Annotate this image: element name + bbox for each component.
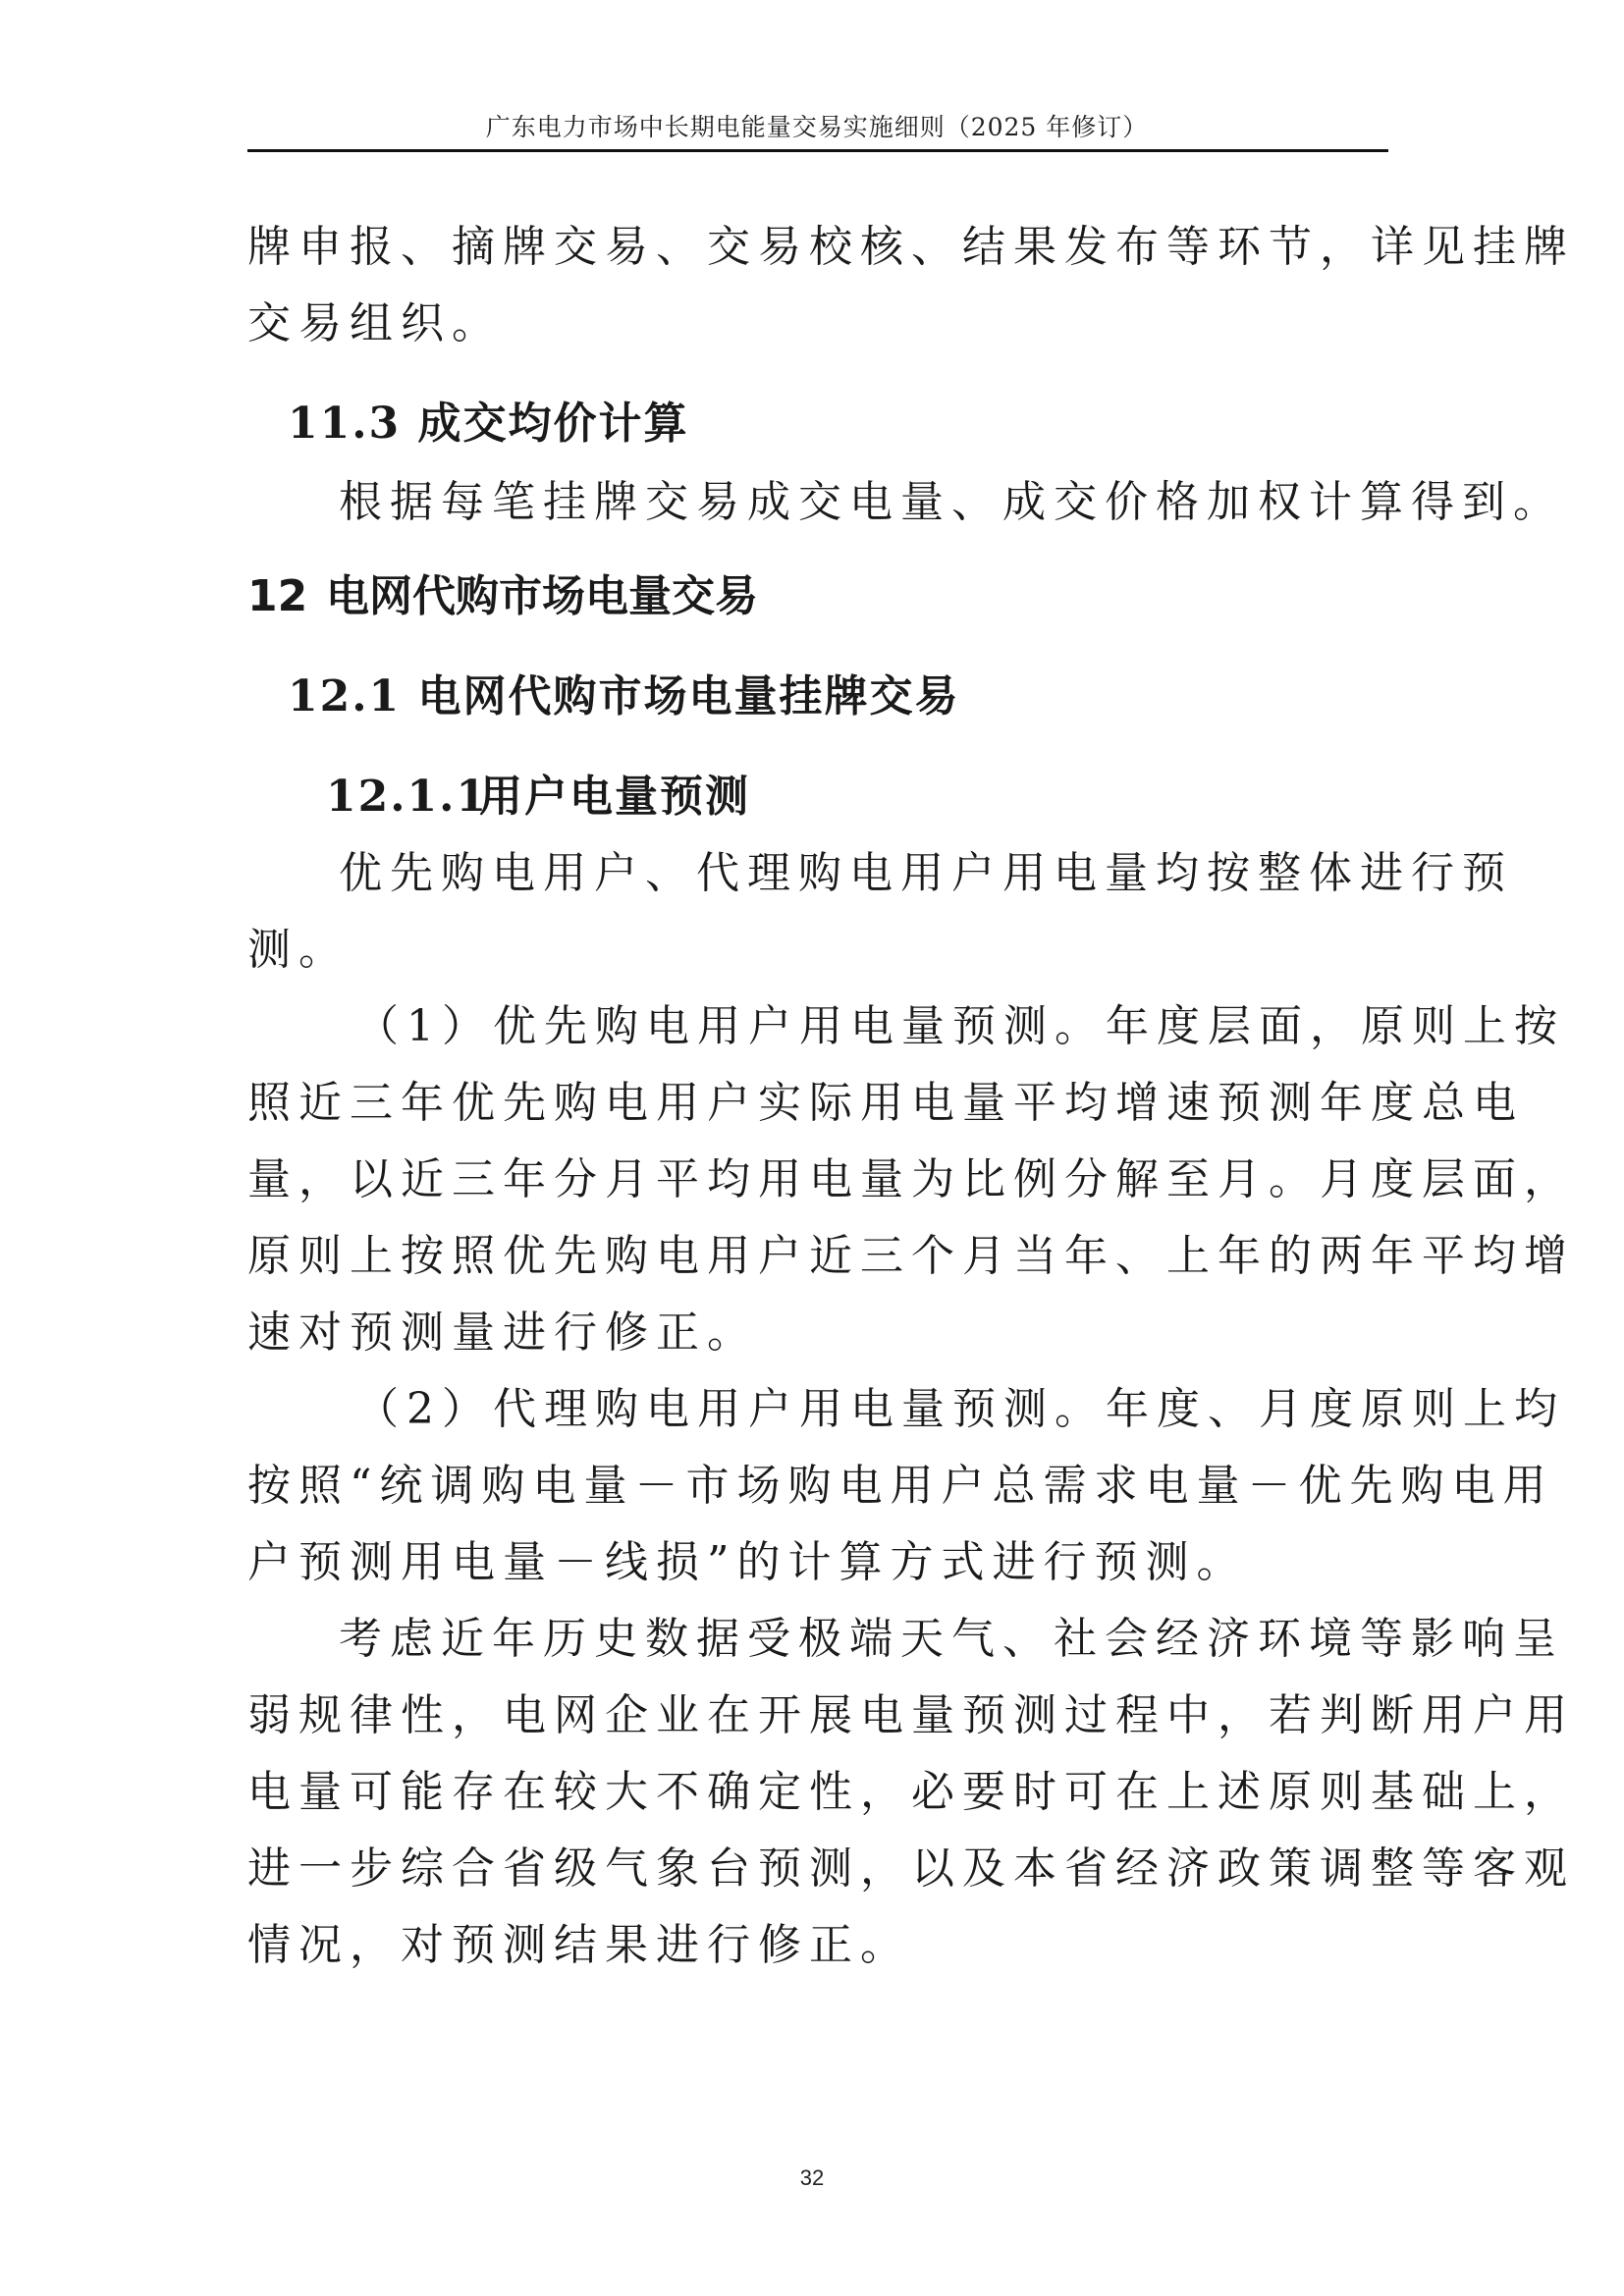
paragraph-line: 考虑近年历史数据受极端天气、社会经济环境等影响呈 xyxy=(339,1614,1564,1664)
subsection-heading-12-1-1 xyxy=(326,768,750,827)
page-number: 32 xyxy=(799,2165,825,2190)
subsection-number: 12.1.1 xyxy=(326,772,489,822)
paragraph-line: （2）代理购电用户用电量预测。年度、月度原则上均 xyxy=(355,1384,1565,1434)
paragraph-line: 电量可能存在较大不确定性，必要时可在上述原则基础上， xyxy=(247,1767,1575,1817)
paragraph-line: 户预测用电量－线损”的计算方式进行预测。 xyxy=(247,1537,1248,1587)
paragraph-line: 牌申报、摘牌交易、交易校核、结果发布等环节，详见挂牌 xyxy=(247,222,1575,272)
paragraph-line: 照近三年优先购电用户实际用电量平均增速预测年度总电 xyxy=(247,1078,1524,1128)
paragraph-line: 进一步综合省级气象台预测，以及本省经济政策调整等客观 xyxy=(247,1843,1575,1894)
paragraph-line: 交易组织。 xyxy=(247,298,503,348)
paragraph-line: 情况，对预测结果进行修正。 xyxy=(247,1920,911,1970)
paragraph-line: 速对预测量进行修正。 xyxy=(247,1308,758,1358)
paragraph-line: 根据每笔挂牌交易成交电量、成交价格加权计算得到。 xyxy=(339,477,1564,527)
paragraph-line: （1）优先购电用户用电量预测。年度层面，原则上按 xyxy=(355,1001,1565,1051)
chapter-title: 电网代购市场电量交易 xyxy=(326,571,758,621)
chapter-heading-12 xyxy=(247,567,758,626)
section-heading-11-3: 11.3 成交均价计算 xyxy=(288,399,689,449)
subsection-title: 用户电量预测 xyxy=(479,772,750,822)
paragraph-line: 优先购电用户、代理购电用户用电量均按整体进行预 xyxy=(339,848,1513,898)
running-header: 广东电力市场中长期电能量交易实施细则（2025 年修订） xyxy=(485,113,1149,141)
paragraph-line: 原则上按照优先购电用户近三个月当年、上年的两年平均增 xyxy=(247,1231,1575,1281)
header-rule xyxy=(247,149,1388,152)
paragraph-line: 量，以近三年分月平均用电量为比例分解至月。月度层面， xyxy=(247,1154,1575,1204)
paragraph-line: 弱规律性，电网企业在开展电量预测过程中，若判断用户用 xyxy=(247,1690,1575,1740)
paragraph-line: 测。 xyxy=(247,925,350,975)
section-heading-12-1: 12.1 电网代购市场电量挂牌交易 xyxy=(288,671,960,721)
paragraph-line: 按照“统调购电量－市场购电用户总需求电量－优先购电用 xyxy=(247,1461,1554,1511)
chapter-number: 12 xyxy=(247,571,308,621)
